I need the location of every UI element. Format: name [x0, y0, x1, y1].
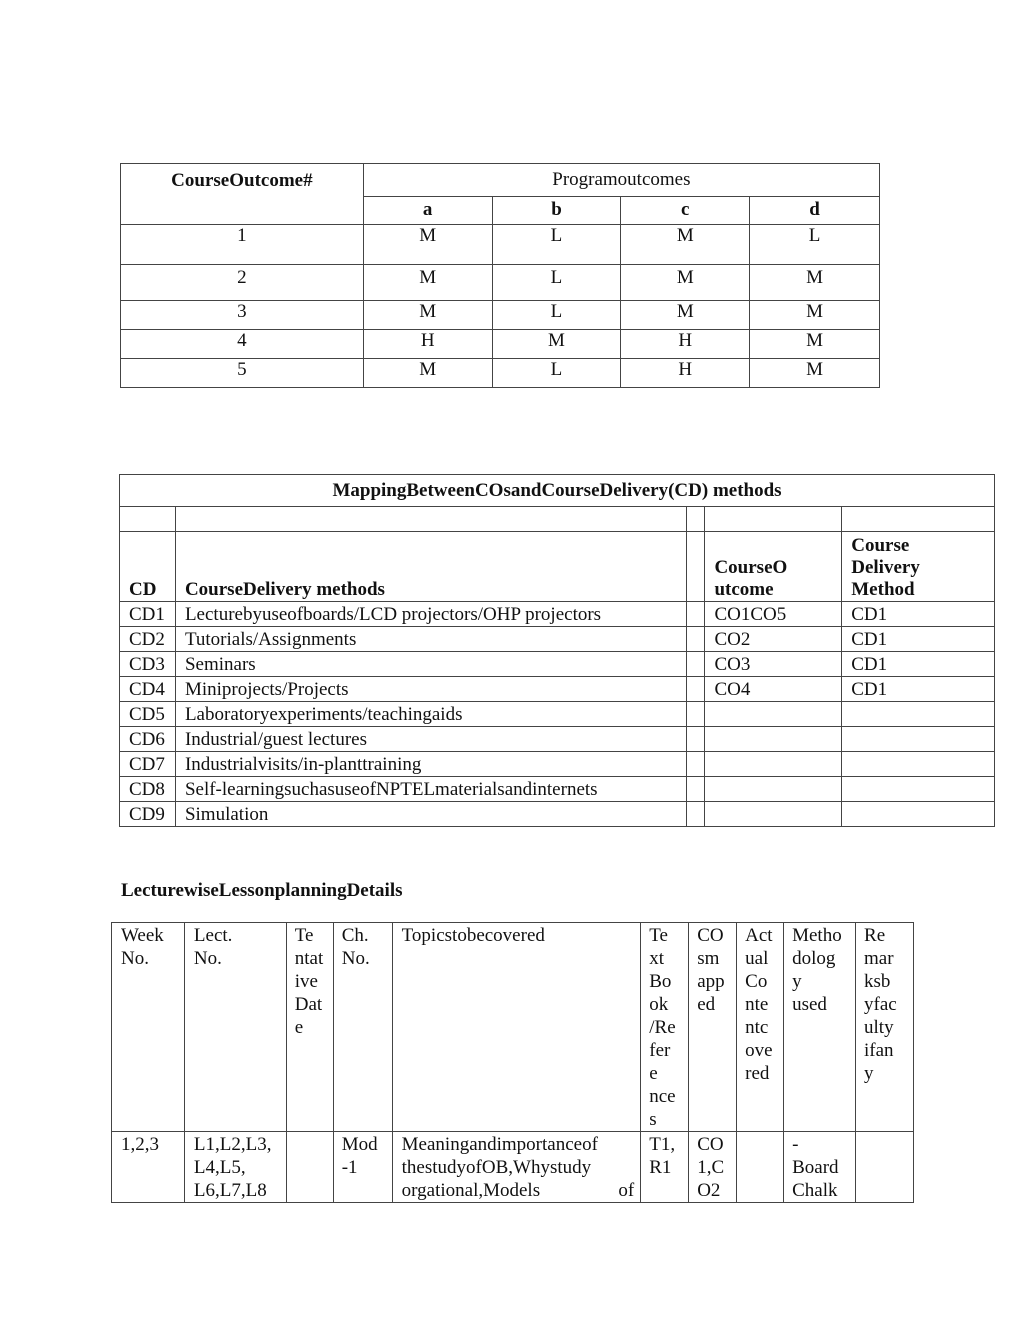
course-outcome-header: CourseOutcome#	[121, 164, 364, 225]
co-number: 4	[121, 330, 364, 359]
cd-code: CD7	[120, 752, 176, 777]
header-line: fer	[649, 1040, 671, 1061]
table-row	[120, 677, 995, 702]
cd-header: CD	[120, 532, 176, 602]
delivery-code	[842, 727, 995, 752]
cd-code: CD5	[120, 702, 176, 727]
cell-line: T1,	[649, 1134, 676, 1155]
header-line: y	[864, 1063, 874, 1084]
empty-cell	[175, 507, 687, 532]
lesson-plan-table	[111, 922, 914, 1203]
cell-line: Board	[792, 1157, 839, 1178]
empty-cell	[687, 627, 705, 652]
cell-line	[402, 1179, 635, 1202]
co-number: 5	[121, 359, 364, 388]
methodology-cell	[784, 1132, 856, 1203]
delivery-method-header	[842, 532, 995, 602]
header-line: No.	[121, 948, 149, 969]
header-line: ifan	[864, 1040, 894, 1061]
week-header	[112, 923, 185, 1132]
textbook-header	[641, 923, 689, 1132]
course-outcome-header	[705, 532, 842, 602]
delivery-method: Industrial/guest lectures	[175, 727, 687, 752]
table-row	[112, 1132, 914, 1203]
delivery-code	[842, 702, 995, 727]
table-row	[121, 225, 880, 265]
delivery-code	[842, 802, 995, 827]
table-row	[121, 330, 880, 359]
cell-line: O2	[697, 1180, 721, 1201]
cd-code: CD4	[120, 677, 176, 702]
po-value: M	[750, 359, 880, 388]
actual-content-cell	[737, 1132, 784, 1203]
remarks-header	[856, 923, 914, 1132]
po-column-b: b	[492, 197, 621, 225]
delivery-method: Simulation	[175, 802, 687, 827]
header-line: red	[745, 1063, 770, 1084]
po-value: M	[750, 330, 880, 359]
header-line: nte	[745, 994, 769, 1015]
header-line: Te	[649, 925, 668, 946]
po-value: H	[621, 359, 750, 388]
cd-code: CD2	[120, 627, 176, 652]
po-value: H	[363, 330, 492, 359]
po-value: M	[621, 301, 750, 330]
delivery-method: Laboratoryexperiments/teachingaids	[175, 702, 687, 727]
delivery-method: Seminars	[175, 652, 687, 677]
delivery-table-title: MappingBetweenCOsandCourseDelivery(CD) methods	[120, 475, 995, 507]
po-column-c: c	[621, 197, 750, 225]
po-value: M	[363, 359, 492, 388]
po-value: L	[492, 301, 621, 330]
empty-cell	[842, 507, 995, 532]
course-outcome	[705, 802, 842, 827]
textbook-cell	[641, 1132, 689, 1203]
header-line: ksb	[864, 971, 891, 992]
delivery-method-header-line: Delivery	[851, 557, 920, 578]
header-line: ntat	[294, 948, 324, 969]
actual-content-header	[737, 923, 784, 1132]
header-line: ed	[697, 994, 716, 1015]
empty-cell	[705, 507, 842, 532]
delivery-method: Self-learningsuchasuseofNPTELmaterialsandinternets	[175, 777, 687, 802]
po-value: L	[750, 225, 880, 265]
po-value: M	[621, 265, 750, 301]
cd-code: CD1	[120, 602, 176, 627]
po-column-a: a	[363, 197, 492, 225]
topics-header	[392, 923, 641, 1132]
delivery-code: CD1	[842, 677, 995, 702]
header-line: used	[792, 994, 827, 1015]
topic-cell	[392, 1132, 641, 1203]
po-value: M	[363, 265, 492, 301]
header-line: Co	[745, 971, 768, 992]
delivery-method: Tutorials/Assignments	[175, 627, 687, 652]
method-header: CourseDelivery methods	[175, 532, 687, 602]
cell-line: L4,L5,	[193, 1157, 246, 1178]
cos-mapped-header	[689, 923, 737, 1132]
empty-cell	[687, 602, 705, 627]
header-line: Bo	[649, 971, 672, 992]
cd-code: CD8	[120, 777, 176, 802]
course-outcome: CO3	[705, 652, 842, 677]
header-line: dolog	[792, 948, 836, 969]
po-value: L	[492, 359, 621, 388]
lesson-planning-heading: LecturewiseLessonplanningDetails	[121, 880, 403, 901]
header-line: CO	[697, 925, 724, 946]
course-outcome	[705, 727, 842, 752]
table-row	[120, 702, 995, 727]
po-value: L	[492, 265, 621, 301]
cd-code: CD9	[120, 802, 176, 827]
cell-line: CO	[697, 1134, 724, 1155]
header-line: yfac	[864, 994, 897, 1015]
date-cell	[286, 1132, 333, 1203]
co-number: 1	[121, 225, 364, 265]
remarks-cell	[856, 1132, 914, 1203]
empty-cell	[687, 777, 705, 802]
program-outcomes-header: Programoutcomes	[363, 164, 879, 197]
header-line: sm	[697, 948, 720, 969]
methodology-header	[784, 923, 856, 1132]
header-line: Re	[864, 925, 886, 946]
co-number: 3	[121, 301, 364, 330]
chapter-header	[333, 923, 392, 1132]
table-row	[121, 359, 880, 388]
course-outcome	[705, 777, 842, 802]
empty-cell	[687, 507, 705, 532]
topic-text: of	[618, 1180, 635, 1201]
empty-cell	[687, 532, 705, 602]
empty-cell	[120, 507, 176, 532]
lecture-cell	[184, 1132, 286, 1203]
course-outcome	[705, 752, 842, 777]
table-row	[120, 627, 995, 652]
cell-line: -1	[341, 1157, 358, 1178]
cell-line: L6,L7,L8	[193, 1180, 267, 1201]
header-line: mar	[864, 948, 894, 969]
cell-line: Mod	[341, 1134, 378, 1155]
header-line: No.	[193, 948, 222, 969]
delivery-code	[842, 752, 995, 777]
delivery-code: CD1	[842, 652, 995, 677]
week-cell: 1,2,3	[112, 1132, 185, 1203]
header-line: y	[792, 971, 802, 992]
header-line: ove	[745, 1040, 773, 1061]
po-value: M	[492, 330, 621, 359]
cd-code: CD6	[120, 727, 176, 752]
po-value: M	[750, 301, 880, 330]
topic-text: orgational,Models	[401, 1180, 541, 1201]
cd-code: CD3	[120, 652, 176, 677]
po-column-d: d	[750, 197, 880, 225]
po-value: M	[363, 225, 492, 265]
header-line: xt	[649, 948, 665, 969]
empty-cell	[687, 652, 705, 677]
table-row	[120, 802, 995, 827]
delivery-method: Industrialvisits/in-planttraining	[175, 752, 687, 777]
chapter-cell	[333, 1132, 392, 1203]
course-outcome: CO4	[705, 677, 842, 702]
empty-cell	[687, 702, 705, 727]
tentative-date-header	[286, 923, 333, 1132]
header-line: e	[649, 1063, 658, 1084]
course-outcome-header-line: CourseO	[714, 557, 788, 578]
course-delivery-table	[119, 474, 995, 827]
course-outcome-header-line: utcome	[714, 579, 774, 600]
lecture-header	[184, 923, 286, 1132]
table-row	[120, 777, 995, 802]
po-value: L	[492, 225, 621, 265]
header-line: s	[649, 1109, 657, 1130]
header-line: ulty	[864, 1017, 894, 1038]
header-line: Dat	[294, 994, 323, 1015]
header-line: No.	[341, 948, 370, 969]
empty-cell	[687, 802, 705, 827]
header-line: e	[294, 1017, 304, 1038]
header-line: Topicstobecovered	[401, 925, 545, 946]
cell-line: L1,L2,L3,	[193, 1134, 272, 1155]
co-cell	[689, 1132, 737, 1203]
header-line: /Re	[649, 1017, 676, 1038]
delivery-method: Miniprojects/Projects	[175, 677, 687, 702]
co-number: 2	[121, 265, 364, 301]
delivery-method-header-line: Course	[851, 535, 910, 556]
course-outcome	[705, 702, 842, 727]
cell-line: Meaningandimportanceof	[401, 1134, 598, 1155]
table-row	[120, 652, 995, 677]
table-row	[121, 265, 880, 301]
delivery-method-header-line: Method	[851, 579, 915, 600]
header-line: Act	[745, 925, 773, 946]
delivery-code	[842, 777, 995, 802]
header-line: Metho	[792, 925, 842, 946]
header-line: Te	[294, 925, 314, 946]
course-outcome: CO2	[705, 627, 842, 652]
po-value: H	[621, 330, 750, 359]
cell-line: thestudyofOB,Whystudy	[401, 1157, 592, 1178]
po-value: M	[621, 225, 750, 265]
cell-line: -	[792, 1134, 799, 1155]
table-row	[121, 301, 880, 330]
empty-cell	[687, 677, 705, 702]
delivery-method: Lecturebyuseofboards/LCD projectors/OHP projectors	[175, 602, 687, 627]
cell-line: R1	[649, 1157, 672, 1178]
cell-line: Chalk	[792, 1180, 838, 1201]
header-line: Lect.	[193, 925, 233, 946]
header-line: Ch.	[341, 925, 369, 946]
header-line: nce	[649, 1086, 676, 1107]
table-row	[120, 752, 995, 777]
course-outcome: CO1CO5	[705, 602, 842, 627]
cell-line: 1,C	[697, 1157, 725, 1178]
empty-cell	[687, 727, 705, 752]
table-row	[120, 727, 995, 752]
header-line: ive	[294, 971, 318, 992]
table-header-row	[112, 923, 914, 1132]
po-value: M	[750, 265, 880, 301]
empty-cell	[687, 752, 705, 777]
header-line: ntc	[745, 1017, 769, 1038]
delivery-code: CD1	[842, 627, 995, 652]
header-line: Week	[121, 925, 164, 946]
header-line: ual	[745, 948, 769, 969]
header-line: app	[697, 971, 725, 992]
course-outcome-table	[120, 163, 880, 388]
po-value: M	[363, 301, 492, 330]
header-line: ok	[649, 994, 669, 1015]
delivery-code: CD1	[842, 602, 995, 627]
table-row	[120, 602, 995, 627]
